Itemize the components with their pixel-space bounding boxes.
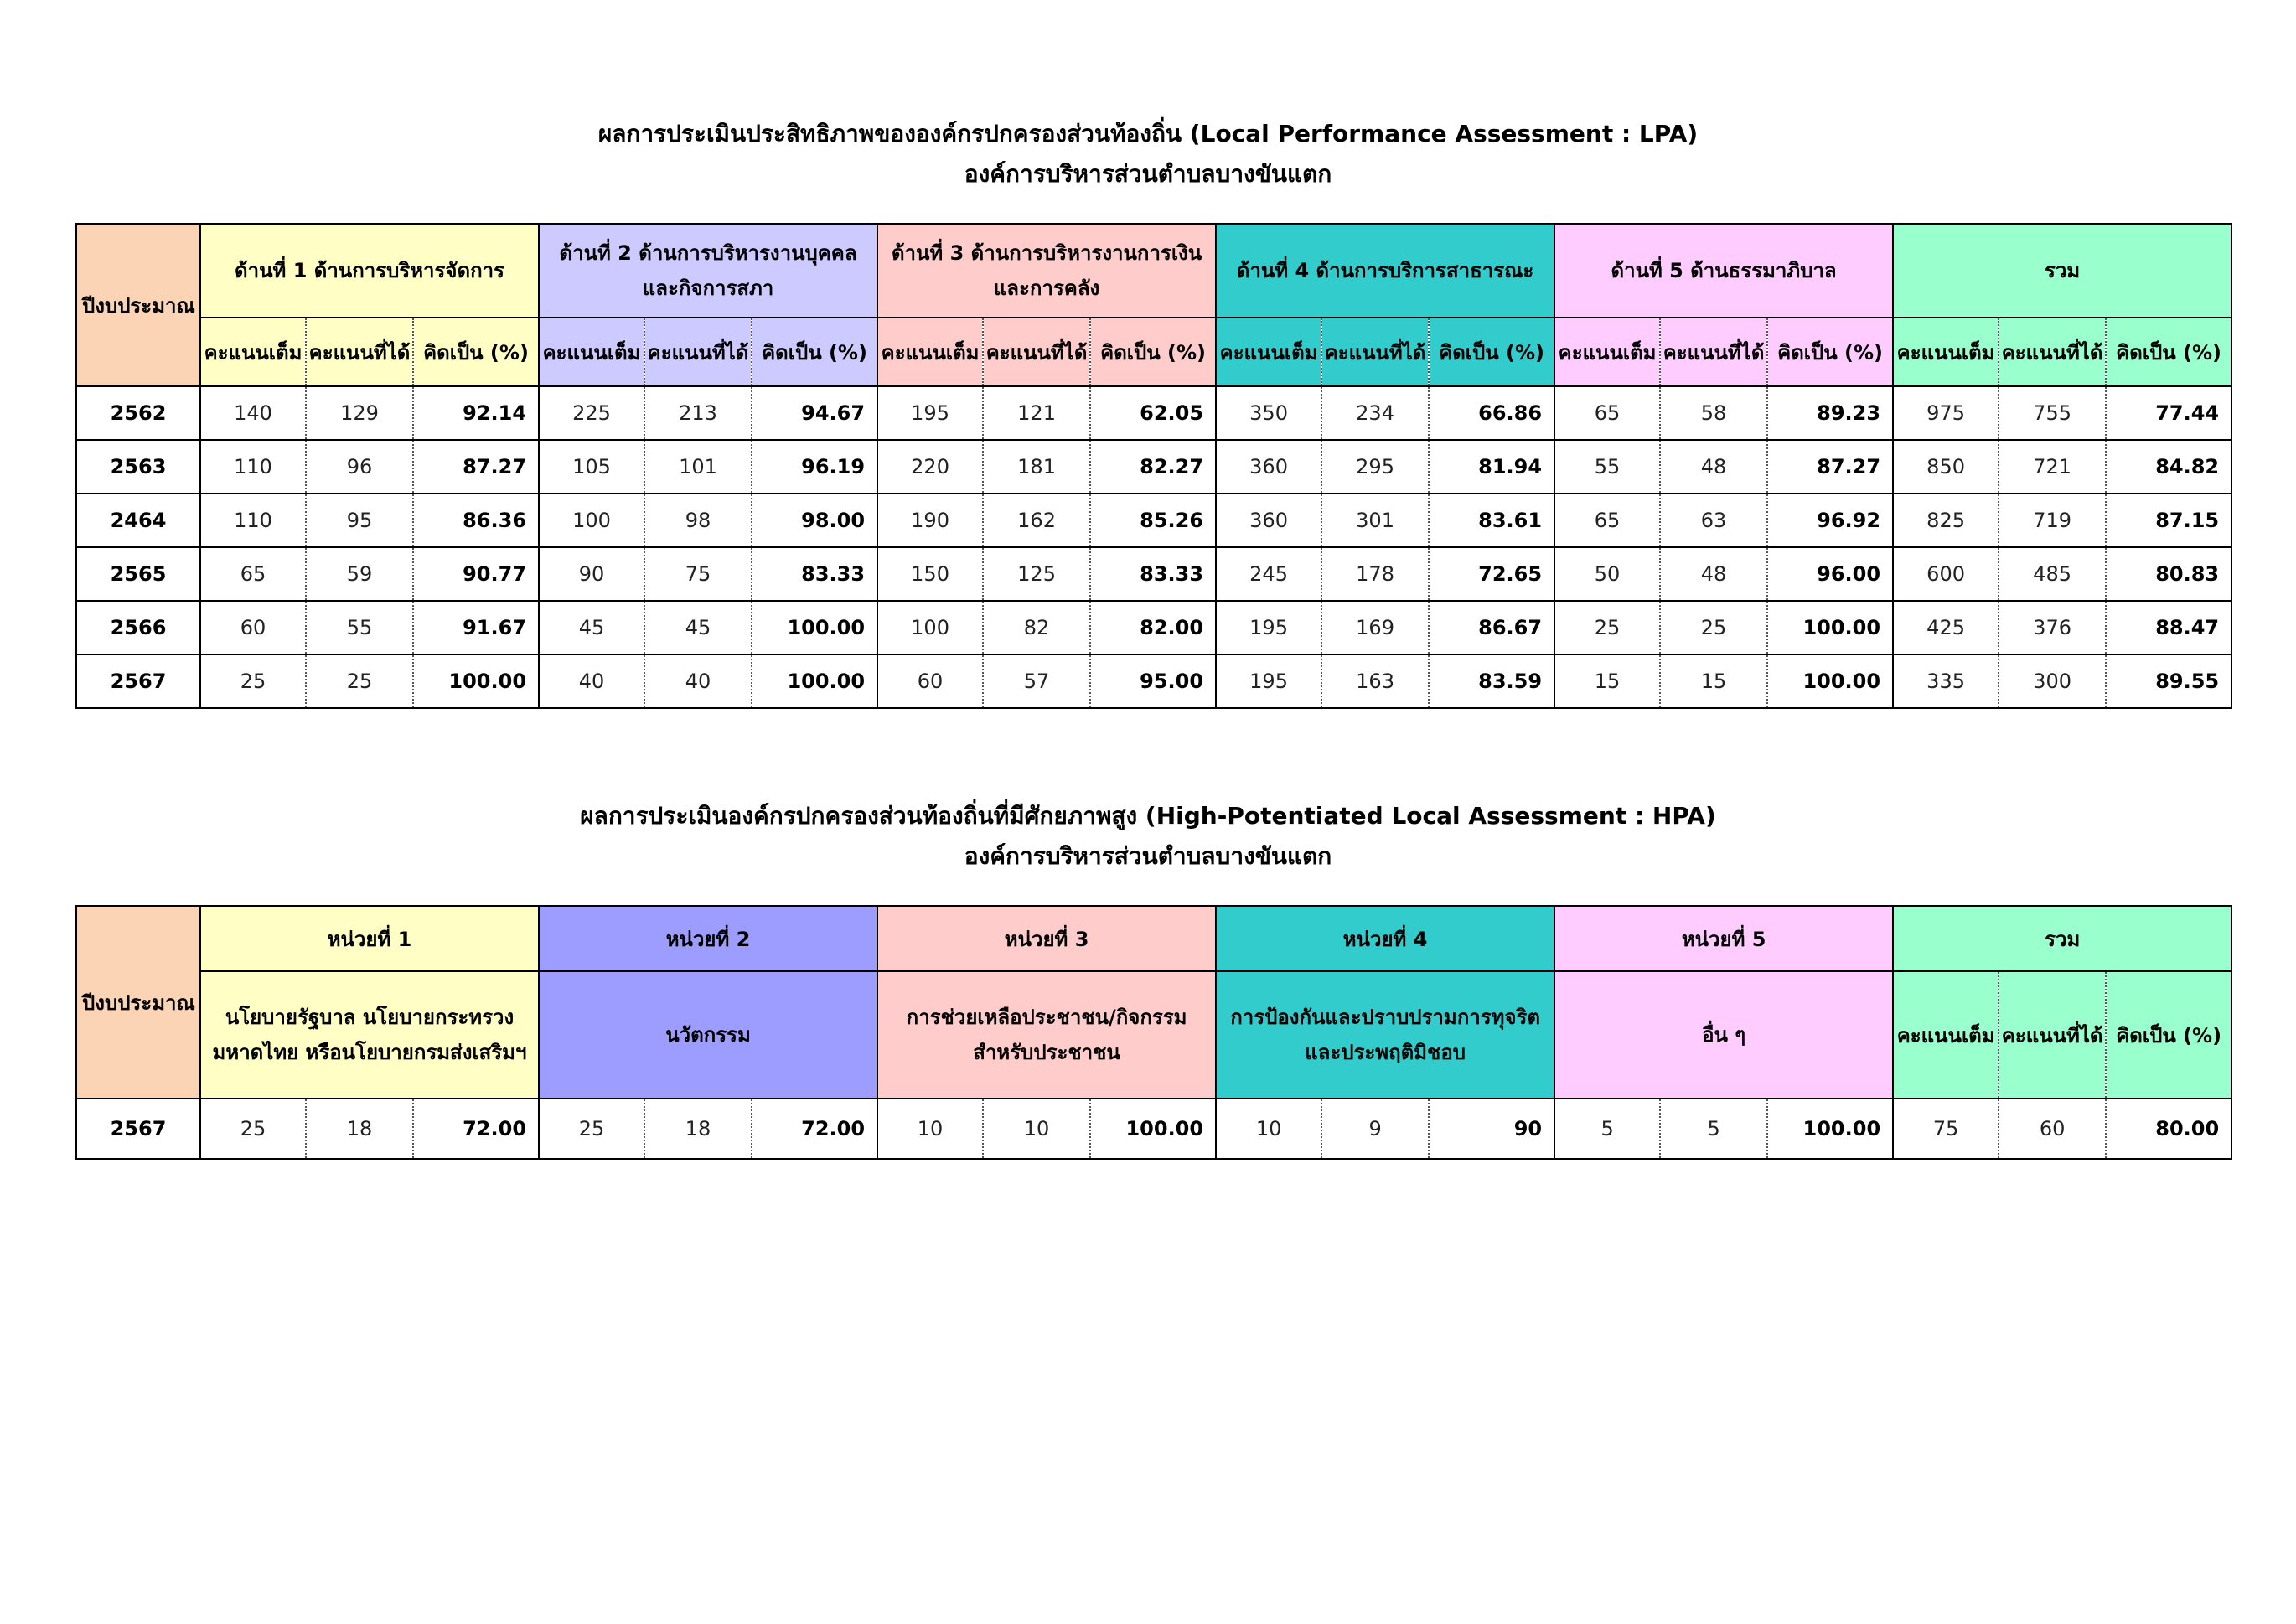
lpa-group-3-subheader-percent: คิดเป็น (%) [1090,318,1216,386]
lpa-group-2-subheader-percent: คิดเป็น (%) [752,318,877,386]
full-score-cell: 5 [1554,1099,1660,1159]
percent-cell: 96.19 [752,440,877,494]
percent-cell: 72.00 [413,1099,539,1159]
year-cell: 2565 [76,547,200,601]
year-cell: 2567 [76,654,200,708]
obtained-score-cell: 485 [1999,547,2106,601]
full-score-cell: 90 [539,547,644,601]
obtained-score-cell: 181 [983,440,1090,494]
obtained-score-cell: 48 [1660,547,1767,601]
percent-cell: 83.59 [1429,654,1554,708]
percent-cell: 81.94 [1429,440,1554,494]
obtained-score-cell: 40 [644,654,752,708]
full-score-cell: 225 [539,386,644,440]
full-score-cell: 25 [1554,601,1660,654]
percent-cell: 100.00 [752,654,877,708]
percent-cell: 83.33 [752,547,877,601]
percent-cell: 80.00 [2106,1099,2231,1159]
obtained-score-cell: 25 [306,654,413,708]
full-score-cell: 335 [1893,654,1999,708]
obtained-score-cell: 18 [306,1099,413,1159]
hpa-unit-1-desc: นโยบายรัฐบาล นโยบายกระทรวงมหาดไทย หรือนโยบายกรมส่งเสริมฯ [200,971,539,1099]
percent-cell: 95.00 [1090,654,1216,708]
full-score-cell: 25 [539,1099,644,1159]
full-score-cell: 75 [1893,1099,1999,1159]
obtained-score-cell: 121 [983,386,1090,440]
obtained-score-cell: 95 [306,494,413,547]
lpa-group-4-header: ด้านที่ 4 ด้านการบริการสาธารณะ [1216,224,1554,318]
hpa-table-body [76,1099,2231,1159]
hpa-unit-2-desc: นวัตกรรม [539,971,877,1099]
lpa-group-3-header: ด้านที่ 3 ด้านการบริหารงานการเงินและการคลัง [877,224,1216,318]
year-cell: 2567 [76,1099,200,1159]
obtained-score-cell: 59 [306,547,413,601]
percent-cell: 83.61 [1429,494,1554,547]
hpa-total-header: รวม [1893,906,2231,971]
obtained-score-cell: 721 [1999,440,2106,494]
full-score-cell: 110 [200,440,306,494]
percent-cell: 87.27 [413,440,539,494]
obtained-score-cell: 178 [1321,547,1429,601]
hpa-unit-3-desc: การช่วยเหลือประชาชน/กิจกรรมสำหรับประชาชน [877,971,1216,1099]
obtained-score-cell: 162 [983,494,1090,547]
obtained-score-cell: 129 [306,386,413,440]
percent-cell: 85.26 [1090,494,1216,547]
obtained-score-cell: 125 [983,547,1090,601]
obtained-score-cell: 75 [644,547,752,601]
full-score-cell: 65 [1554,386,1660,440]
year-cell: 2562 [76,386,200,440]
lpa-group-3-subheader-full-score: คะแนนเต็ม [877,318,983,386]
hpa-total-full-score-header: คะแนนเต็ม [1893,971,1999,1099]
year-cell: 2566 [76,601,200,654]
lpa-group-1-header: ด้านที่ 1 ด้านการบริหารจัดการ [200,224,539,318]
lpa-group-4-subheader-full-score: คะแนนเต็ม [1216,318,1321,386]
full-score-cell: 245 [1216,547,1321,601]
full-score-cell: 195 [1216,601,1321,654]
full-score-cell: 110 [200,494,306,547]
full-score-cell: 15 [1554,654,1660,708]
percent-cell: 66.86 [1429,386,1554,440]
table-row [76,601,2231,654]
full-score-cell: 425 [1893,601,1999,654]
lpa-group-2-subheader-full-score: คะแนนเต็ม [539,318,644,386]
hpa-unit-5-desc: อื่น ๆ [1554,971,1893,1099]
hpa-title: ผลการประเมินองค์กรปกครองส่วนท้องถิ่นที่มีศักยภาพสูง (High-Potentiated Local Assessment : HPA) [580,802,1716,830]
percent-cell: 72.00 [752,1099,877,1159]
lpa-subtitle: องค์การบริหารส่วนตำบลบางขันแตก [964,160,1332,188]
full-score-cell: 975 [1893,386,1999,440]
hpa-section [0,796,2296,1140]
percent-cell: 94.67 [752,386,877,440]
obtained-score-cell: 18 [644,1099,752,1159]
hpa-unit-4-header: หน่วยที่ 4 [1216,906,1554,971]
obtained-score-cell: 5 [1660,1099,1767,1159]
obtained-score-cell: 60 [1999,1099,2106,1159]
lpa-title: ผลการประเมินประสิทธิภาพขององค์กรปกครองส่วนท้องถิ่น (Local Performance Assessment : LPA) [597,120,1699,147]
obtained-score-cell: 55 [306,601,413,654]
obtained-score-cell: 295 [1321,440,1429,494]
obtained-score-cell: 719 [1999,494,2106,547]
lpa-table [75,223,2232,709]
obtained-score-cell: 63 [1660,494,1767,547]
percent-cell: 77.44 [2106,386,2231,440]
hpa-unit-5-header: หน่วยที่ 5 [1554,906,1893,971]
hpa-year-header: ปีงบประมาณ [76,906,200,1099]
full-score-cell: 350 [1216,386,1321,440]
full-score-cell: 220 [877,440,983,494]
percent-cell: 100.00 [1767,601,1893,654]
percent-cell: 96.00 [1767,547,1893,601]
full-score-cell: 190 [877,494,983,547]
percent-cell: 92.14 [413,386,539,440]
full-score-cell: 850 [1893,440,1999,494]
obtained-score-cell: 301 [1321,494,1429,547]
percent-cell: 80.83 [2106,547,2231,601]
full-score-cell: 25 [200,654,306,708]
percent-cell: 90 [1429,1099,1554,1159]
obtained-score-cell: 163 [1321,654,1429,708]
obtained-score-cell: 10 [983,1099,1090,1159]
table-row [76,386,2231,440]
full-score-cell: 65 [200,547,306,601]
hpa-total-obtained-header: คะแนนที่ได้ [1999,971,2106,1099]
percent-cell: 82.27 [1090,440,1216,494]
lpa-group-2-subheader-obtained: คะแนนที่ได้ [644,318,752,386]
obtained-score-cell: 9 [1321,1099,1429,1159]
percent-cell: 100.00 [1090,1099,1216,1159]
percent-cell: 82.00 [1090,601,1216,654]
lpa-group-6-subheader-obtained: คะแนนที่ได้ [1999,318,2106,386]
percent-cell: 86.67 [1429,601,1554,654]
full-score-cell: 195 [1216,654,1321,708]
obtained-score-cell: 755 [1999,386,2106,440]
year-cell: 2563 [76,440,200,494]
percent-cell: 100.00 [1767,1099,1893,1159]
full-score-cell: 50 [1554,547,1660,601]
lpa-group-5-subheader-obtained: คะแนนที่ได้ [1660,318,1767,386]
full-score-cell: 825 [1893,494,1999,547]
full-score-cell: 105 [539,440,644,494]
table-row [76,654,2231,708]
full-score-cell: 100 [877,601,983,654]
table-row [76,494,2231,547]
lpa-group-5-header: ด้านที่ 5 ด้านธรรมาภิบาล [1554,224,1893,318]
lpa-year-header: ปีงบประมาณ [76,224,200,386]
obtained-score-cell: 234 [1321,386,1429,440]
obtained-score-cell: 48 [1660,440,1767,494]
percent-cell: 72.65 [1429,547,1554,601]
full-score-cell: 140 [200,386,306,440]
percent-cell: 96.92 [1767,494,1893,547]
obtained-score-cell: 96 [306,440,413,494]
full-score-cell: 195 [877,386,983,440]
full-score-cell: 60 [877,654,983,708]
lpa-group-5-subheader-full-score: คะแนนเต็ม [1554,318,1660,386]
hpa-total-percent-header: คิดเป็น (%) [2106,971,2231,1099]
lpa-table-body [76,386,2231,708]
percent-cell: 89.23 [1767,386,1893,440]
full-score-cell: 150 [877,547,983,601]
percent-cell: 86.36 [413,494,539,547]
full-score-cell: 100 [539,494,644,547]
table-row [76,1099,2231,1159]
lpa-total-header: รวม [1893,224,2231,318]
lpa-group-4-subheader-obtained: คะแนนที่ได้ [1321,318,1429,386]
obtained-score-cell: 300 [1999,654,2106,708]
full-score-cell: 25 [200,1099,306,1159]
percent-cell: 62.05 [1090,386,1216,440]
full-score-cell: 45 [539,601,644,654]
full-score-cell: 55 [1554,440,1660,494]
hpa-unit-1-header: หน่วยที่ 1 [200,906,539,971]
obtained-score-cell: 98 [644,494,752,547]
percent-cell: 100.00 [413,654,539,708]
full-score-cell: 360 [1216,494,1321,547]
percent-cell: 100.00 [1767,654,1893,708]
full-score-cell: 360 [1216,440,1321,494]
obtained-score-cell: 376 [1999,601,2106,654]
obtained-score-cell: 57 [983,654,1090,708]
full-score-cell: 60 [200,601,306,654]
lpa-group-6-subheader-percent: คิดเป็น (%) [2106,318,2231,386]
lpa-group-4-subheader-percent: คิดเป็น (%) [1429,318,1554,386]
full-score-cell: 65 [1554,494,1660,547]
obtained-score-cell: 213 [644,386,752,440]
full-score-cell: 10 [877,1099,983,1159]
percent-cell: 90.77 [413,547,539,601]
full-score-cell: 600 [1893,547,1999,601]
percent-cell: 87.27 [1767,440,1893,494]
lpa-subheader-row [76,318,2231,386]
full-score-cell: 10 [1216,1099,1321,1159]
hpa-unit-3-header: หน่วยที่ 3 [877,906,1216,971]
percent-cell: 91.67 [413,601,539,654]
percent-cell: 83.33 [1090,547,1216,601]
lpa-group-5-subheader-percent: คิดเป็น (%) [1767,318,1893,386]
obtained-score-cell: 101 [644,440,752,494]
obtained-score-cell: 58 [1660,386,1767,440]
obtained-score-cell: 45 [644,601,752,654]
percent-cell: 89.55 [2106,654,2231,708]
lpa-group-2-header: ด้านที่ 2 ด้านการบริหารงานบุคคลและกิจการสภา [539,224,877,318]
lpa-group-6-subheader-full-score: คะแนนเต็ม [1893,318,1999,386]
hpa-unit-4-desc: การป้องกันและปราบปรามการทุจริตและประพฤติมิชอบ [1216,971,1554,1099]
lpa-group-3-subheader-obtained: คะแนนที่ได้ [983,318,1090,386]
full-score-cell: 40 [539,654,644,708]
table-row [76,547,2231,601]
obtained-score-cell: 82 [983,601,1090,654]
lpa-group-1-subheader-obtained: คะแนนที่ได้ [306,318,413,386]
lpa-section [0,114,2296,693]
lpa-group-1-subheader-full-score: คะแนนเต็ม [200,318,306,386]
table-row [76,440,2231,494]
percent-cell: 87.15 [2106,494,2231,547]
percent-cell: 84.82 [2106,440,2231,494]
lpa-group-1-subheader-percent: คิดเป็น (%) [413,318,539,386]
obtained-score-cell: 15 [1660,654,1767,708]
obtained-score-cell: 169 [1321,601,1429,654]
percent-cell: 100.00 [752,601,877,654]
obtained-score-cell: 25 [1660,601,1767,654]
percent-cell: 88.47 [2106,601,2231,654]
year-cell: 2464 [76,494,200,547]
hpa-table [75,905,2232,1160]
hpa-unit-2-header: หน่วยที่ 2 [539,906,877,971]
hpa-subtitle: องค์การบริหารส่วนตำบลบางขันแตก [964,842,1332,870]
percent-cell: 98.00 [752,494,877,547]
